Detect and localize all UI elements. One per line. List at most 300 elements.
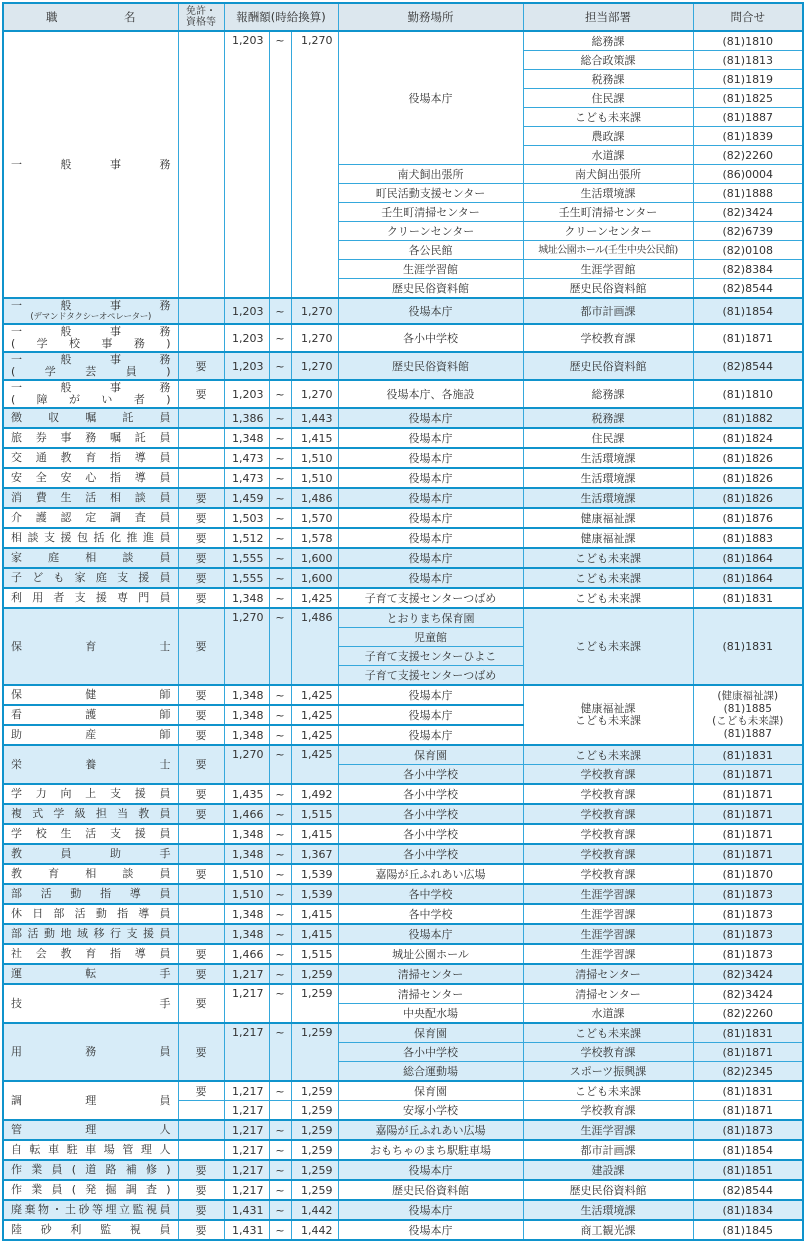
tel-cell: (82)3424 <box>693 203 803 222</box>
place-cell: 各小中学校 <box>338 324 523 352</box>
dept-cell: 生活環境課 <box>523 448 693 468</box>
pay-tilde-cell: ~ <box>269 884 291 904</box>
job-name-line: 作業員(道路補修) <box>11 1163 171 1176</box>
dept-cell: 生涯学習課 <box>523 1120 693 1140</box>
place-cell: 役場本庁 <box>338 568 523 588</box>
pay-tilde-cell: ~ <box>269 568 291 588</box>
pay-low-cell: 1,203 <box>224 352 269 380</box>
job-name-line: 部活動指導員 <box>11 887 171 900</box>
pay-high-cell: 1,259 <box>291 964 338 984</box>
job-name-cell <box>3 508 178 528</box>
tel-cell: (82)0108 <box>693 241 803 260</box>
dept-cell: 学校教育課 <box>523 824 693 844</box>
job-name-cell <box>3 824 178 844</box>
job-name-line: 家庭相談員 <box>11 551 171 564</box>
pay-high-cell: 1,510 <box>291 468 338 488</box>
license-cell: 要 <box>178 944 224 964</box>
tel-cell: (81)1819 <box>693 70 803 89</box>
pay-high-cell: 1,415 <box>291 924 338 944</box>
dept-cell: 学校教育課 <box>523 324 693 352</box>
pay-high-cell: 1,425 <box>291 745 338 784</box>
job-name-cell <box>3 352 178 380</box>
job-name-line: 徴収嘱託員 <box>11 411 171 424</box>
license-cell: 要 <box>178 725 224 745</box>
table-row <box>3 468 803 488</box>
job-name-line: 学校生活支援員 <box>11 827 171 840</box>
pay-tilde-cell: ~ <box>269 1023 291 1081</box>
job-name-cell <box>3 548 178 568</box>
pay-high-cell: 1,270 <box>291 298 338 324</box>
license-cell <box>178 1140 224 1160</box>
pay-low-cell: 1,348 <box>224 588 269 608</box>
place-cell: 役場本庁 <box>338 1160 523 1180</box>
job-name-line: 教育相談員 <box>11 867 171 880</box>
table-row <box>3 428 803 448</box>
dept-cell: こども未来課 <box>523 608 693 685</box>
pay-tilde-cell: ~ <box>269 352 291 380</box>
job-name-cell <box>3 804 178 824</box>
dept-cell: 歴史民俗資料館 <box>523 279 693 299</box>
dept-cell: 水道課 <box>523 146 693 165</box>
pay-tilde-cell: ~ <box>269 725 291 745</box>
job-name-cell <box>3 864 178 884</box>
license-cell: 要 <box>178 528 224 548</box>
pay-tilde-cell: ~ <box>269 408 291 428</box>
pay-tilde-cell: ~ <box>269 804 291 824</box>
dept-cell: 生涯学習課 <box>523 944 693 964</box>
job-name-line: 交通教育指導員 <box>11 451 171 464</box>
pay-tilde-cell: ~ <box>269 784 291 804</box>
job-name-line: 一般事務 <box>11 381 171 394</box>
job-name-cell <box>3 1160 178 1180</box>
pay-low-cell: 1,435 <box>224 784 269 804</box>
header-department: 担当部署 <box>523 3 693 31</box>
job-name-cell <box>3 1220 178 1240</box>
place-cell: 役場本庁 <box>338 705 523 725</box>
tel-cell: (82)2345 <box>693 1062 803 1082</box>
tel-cell: (81)1831 <box>693 608 803 685</box>
pay-low-cell: 1,203 <box>224 380 269 408</box>
job-name-cell <box>3 1200 178 1220</box>
pay-high-cell: 1,510 <box>291 448 338 468</box>
pay-high-cell: 1,539 <box>291 864 338 884</box>
license-cell: 要 <box>178 608 224 685</box>
table-row <box>3 608 803 628</box>
dept-cell: 総務課 <box>523 31 693 51</box>
tel-cell: (82)8544 <box>693 352 803 380</box>
pay-low-cell: 1,217 <box>224 1180 269 1200</box>
dept-cell: 住民課 <box>523 428 693 448</box>
license-cell <box>178 884 224 904</box>
tel-cell: (81)1831 <box>693 588 803 608</box>
license-cell <box>178 924 224 944</box>
pay-tilde-cell: ~ <box>269 705 291 725</box>
tel-cell: (81)1810 <box>693 31 803 51</box>
dept-cell: 生涯学習課 <box>523 924 693 944</box>
license-cell: 要 <box>178 352 224 380</box>
pay-low-cell: 1,466 <box>224 944 269 964</box>
job-name-cell <box>3 31 178 298</box>
place-cell: 保育園 <box>338 1081 523 1101</box>
job-name-cell <box>3 568 178 588</box>
license-cell <box>178 324 224 352</box>
pay-tilde-cell: ~ <box>269 1180 291 1200</box>
table-row <box>3 924 803 944</box>
table-row <box>3 488 803 508</box>
place-cell: 役場本庁 <box>338 408 523 428</box>
pay-high-cell: 1,270 <box>291 324 338 352</box>
pay-high-cell: 1,415 <box>291 904 338 924</box>
place-cell: 中央配水場 <box>338 1004 523 1024</box>
job-name-line: 旅券事務嘱託員 <box>11 431 171 444</box>
job-name-cell <box>3 984 178 1023</box>
table-row <box>3 508 803 528</box>
job-name-cell <box>3 685 178 705</box>
job-name-cell <box>3 1120 178 1140</box>
table-row <box>3 844 803 864</box>
tel-cell: (82)2260 <box>693 1004 803 1024</box>
license-cell: 要 <box>178 1160 224 1180</box>
license-cell <box>178 31 224 298</box>
table-row <box>3 1220 803 1240</box>
tel-cell: (82)3424 <box>693 964 803 984</box>
pay-low-cell: 1,512 <box>224 528 269 548</box>
table-header <box>3 3 803 31</box>
dept-cell: 清掃センター <box>523 984 693 1004</box>
job-name-line: 一般事務 <box>11 157 171 171</box>
table-body <box>3 31 803 1240</box>
license-cell <box>178 408 224 428</box>
job-name-cell <box>3 725 178 745</box>
pay-low-cell: 1,203 <box>224 324 269 352</box>
dept-cell: 健康福祉課 <box>523 528 693 548</box>
job-name-cell <box>3 844 178 864</box>
pay-high-cell: 1,600 <box>291 548 338 568</box>
license-cell: 要 <box>178 864 224 884</box>
tel-cell: (81)1831 <box>693 745 803 765</box>
place-cell: 役場本庁 <box>338 1200 523 1220</box>
pay-low-cell: 1,217 <box>224 1081 269 1101</box>
job-name-line: 複式学級担当教員 <box>11 807 171 820</box>
license-cell: 要 <box>178 588 224 608</box>
dept-cell: 学校教育課 <box>523 784 693 804</box>
pay-low-cell: 1,473 <box>224 448 269 468</box>
license-cell: 要 <box>178 1220 224 1240</box>
pay-low-cell: 1,510 <box>224 884 269 904</box>
license-cell: 要 <box>178 964 224 984</box>
tel-cell: (81)1834 <box>693 1200 803 1220</box>
place-cell: 各中学校 <box>338 904 523 924</box>
license-cell <box>178 428 224 448</box>
license-cell <box>178 468 224 488</box>
place-cell: 各小中学校 <box>338 784 523 804</box>
job-name-cell <box>3 944 178 964</box>
tel-cell: (81)1864 <box>693 568 803 588</box>
job-name-line: 介護認定調査員 <box>11 511 171 524</box>
pay-high-cell: 1,443 <box>291 408 338 428</box>
tel-cell: (81)1864 <box>693 548 803 568</box>
place-cell: 役場本庁 <box>338 528 523 548</box>
pay-tilde-cell: ~ <box>269 324 291 352</box>
place-cell: 保育園 <box>338 745 523 765</box>
pay-low-cell: 1,431 <box>224 1200 269 1220</box>
dept-cell: こども未来課 <box>523 1081 693 1101</box>
license-cell: 要 <box>178 1081 224 1101</box>
pay-low-cell: 1,348 <box>224 685 269 705</box>
job-name-line: (障がい者) <box>11 393 171 406</box>
job-name-cell <box>3 468 178 488</box>
job-name-line: 栄養士 <box>11 757 171 771</box>
pay-low-cell: 1,348 <box>224 428 269 448</box>
dept-cell: 都市計画課 <box>523 298 693 324</box>
tel-cell: (81)1888 <box>693 184 803 203</box>
tel-cell: (81)1873 <box>693 944 803 964</box>
job-name-cell <box>3 1023 178 1081</box>
pay-tilde-cell: ~ <box>269 864 291 884</box>
tel-cell: (81)1873 <box>693 904 803 924</box>
dept-cell: こども未来課 <box>523 1023 693 1043</box>
pay-high-cell: 1,259 <box>291 1101 338 1121</box>
pay-low-cell: 1,270 <box>224 745 269 784</box>
pay-tilde-cell: ~ <box>269 944 291 964</box>
pay-low-cell: 1,386 <box>224 408 269 428</box>
dept-cell: 水道課 <box>523 1004 693 1024</box>
dept-cell: 学校教育課 <box>523 804 693 824</box>
tel-cell: (81)1871 <box>693 1043 803 1062</box>
place-cell: 役場本庁 <box>338 548 523 568</box>
pay-high-cell: 1,600 <box>291 568 338 588</box>
place-cell: 嘉陽が丘ふれあい広場 <box>338 864 523 884</box>
dept-cell: 生活環境課 <box>523 1200 693 1220</box>
dept-cell: 商工観光課 <box>523 1220 693 1240</box>
pay-tilde-cell: ~ <box>269 508 291 528</box>
job-name-line: 部活動地域移行支援員 <box>11 927 171 940</box>
dept-cell: 清掃センター <box>523 964 693 984</box>
dept-cell: 都市計画課 <box>523 1140 693 1160</box>
table-row <box>3 804 803 824</box>
table-row <box>3 1160 803 1180</box>
pay-high-cell: 1,270 <box>291 352 338 380</box>
pay-tilde-cell: ~ <box>269 298 291 324</box>
tel-cell: (81)1873 <box>693 924 803 944</box>
job-name-cell <box>3 488 178 508</box>
pay-low-cell: 1,217 <box>224 1101 269 1121</box>
pay-high-cell: 1,259 <box>291 1180 338 1200</box>
header-job-name <box>3 3 178 31</box>
pay-high-cell: 1,442 <box>291 1200 338 1220</box>
job-name-line: 技手 <box>11 996 171 1010</box>
pay-tilde-cell: ~ <box>269 428 291 448</box>
job-name-cell <box>3 705 178 725</box>
job-name-cell <box>3 1180 178 1200</box>
place-cell: 役場本庁 <box>338 31 523 165</box>
license-cell: 要 <box>178 685 224 705</box>
pay-high-cell: 1,442 <box>291 1220 338 1240</box>
place-cell: 歴史民俗資料館 <box>338 1180 523 1200</box>
pay-high-cell: 1,259 <box>291 1023 338 1081</box>
tel-cell: (81)1882 <box>693 408 803 428</box>
place-cell: 子育て支援センターひよこ <box>338 647 523 666</box>
job-name-cell <box>3 298 178 324</box>
job-name-line: 一般事務 <box>11 353 171 366</box>
table-row <box>3 380 803 408</box>
job-name-line: (学校事務) <box>11 337 171 350</box>
license-cell <box>178 824 224 844</box>
tel-cell: (81)1883 <box>693 528 803 548</box>
place-cell: 役場本庁 <box>338 725 523 745</box>
tel-cell: (81)1810 <box>693 380 803 408</box>
dept-cell: 学校教育課 <box>523 1101 693 1121</box>
header-license: 免許・ 資格等 <box>178 3 224 31</box>
table-row <box>3 984 803 1004</box>
tel-cell: (81)1854 <box>693 298 803 324</box>
pay-tilde-cell: ~ <box>269 1081 291 1101</box>
tel-cell: (81)1887 <box>693 108 803 127</box>
place-cell: 総合運動場 <box>338 1062 523 1082</box>
table-row <box>3 448 803 468</box>
place-cell: 歴史民俗資料館 <box>338 279 523 299</box>
table-row <box>3 548 803 568</box>
job-name-line: 安全安心指導員 <box>11 471 171 484</box>
job-name-line: 作業員(発掘調査) <box>11 1183 171 1196</box>
tel-cell: (81)1854 <box>693 1140 803 1160</box>
place-cell: とおりまち保育園 <box>338 608 523 628</box>
place-cell: 各小中学校 <box>338 1043 523 1062</box>
tel-cell: (81)1873 <box>693 884 803 904</box>
job-name-line: 管理人 <box>11 1123 171 1136</box>
tel-cell: (81)1824 <box>693 428 803 448</box>
license-cell <box>178 1101 224 1121</box>
license-cell <box>178 1120 224 1140</box>
tel-cell: (81)1871 <box>693 804 803 824</box>
job-name-line: 子ども家庭支援員 <box>11 571 171 584</box>
dept-cell: 歴史民俗資料館 <box>523 352 693 380</box>
job-name-cell <box>3 904 178 924</box>
pay-high-cell: 1,570 <box>291 508 338 528</box>
job-name-line: 消費生活相談員 <box>11 491 171 504</box>
pay-high-cell: 1,259 <box>291 1120 338 1140</box>
job-name-line: (デマンドタクシーオペレーター) <box>30 312 152 322</box>
pay-tilde-cell: ~ <box>269 904 291 924</box>
job-name-cell <box>3 588 178 608</box>
dept-cell: 生活環境課 <box>523 468 693 488</box>
job-name-cell <box>3 380 178 408</box>
license-cell: 要 <box>178 1180 224 1200</box>
job-name-line: 運転手 <box>11 967 171 980</box>
header-job-name-label: 職名 <box>46 10 136 24</box>
tel-cell: (81)1871 <box>693 765 803 785</box>
pay-low-cell: 1,503 <box>224 508 269 528</box>
table-row <box>3 1200 803 1220</box>
tel-cell: (81)1870 <box>693 864 803 884</box>
dept-cell: 健康福祉課 <box>523 508 693 528</box>
table-row <box>3 884 803 904</box>
pay-low-cell: 1,348 <box>224 904 269 924</box>
job-name-cell <box>3 1140 178 1160</box>
tel-cell: (81)1826 <box>693 468 803 488</box>
table-row <box>3 1180 803 1200</box>
pay-tilde-cell: ~ <box>269 844 291 864</box>
license-cell: 要 <box>178 568 224 588</box>
dept-cell: 学校教育課 <box>523 844 693 864</box>
job-name-cell <box>3 964 178 984</box>
pay-tilde-cell: ~ <box>269 745 291 784</box>
dept-cell: こども未来課 <box>523 108 693 127</box>
job-name-cell <box>3 528 178 548</box>
place-cell: 嘉陽が丘ふれあい広場 <box>338 1120 523 1140</box>
tel-cell: (82)8544 <box>693 279 803 299</box>
dept-cell: こども未来課 <box>523 548 693 568</box>
table-row <box>3 745 803 765</box>
dept-cell: 生涯学習課 <box>523 884 693 904</box>
place-cell: 各小中学校 <box>338 804 523 824</box>
dept-cell: 総務課 <box>523 380 693 408</box>
license-cell: 要 <box>178 984 224 1023</box>
pay-tilde-cell: ~ <box>269 1220 291 1240</box>
pay-low-cell: 1,217 <box>224 1160 269 1180</box>
license-cell: 要 <box>178 1200 224 1220</box>
table-row <box>3 964 803 984</box>
place-cell: 子育て支援センターつばめ <box>338 588 523 608</box>
job-name-line: 休日部活動指導員 <box>11 907 171 920</box>
pay-low-cell: 1,473 <box>224 468 269 488</box>
pay-tilde-cell: ~ <box>269 1120 291 1140</box>
place-cell: 清掃センター <box>338 964 523 984</box>
pay-high-cell: 1,270 <box>291 31 338 298</box>
place-cell: 役場本庁 <box>338 448 523 468</box>
table-row <box>3 568 803 588</box>
place-cell: 保育園 <box>338 1023 523 1043</box>
place-cell: 各小中学校 <box>338 824 523 844</box>
table-row <box>3 528 803 548</box>
job-name-line: (学芸員) <box>11 365 171 378</box>
job-name-cell <box>3 408 178 428</box>
tel-cell: (82)3424 <box>693 984 803 1004</box>
tel-cell: (81)1871 <box>693 324 803 352</box>
place-cell: 役場本庁 <box>338 685 523 705</box>
tel-cell: (81)1831 <box>693 1023 803 1043</box>
tel-cell: (82)8384 <box>693 260 803 279</box>
dept-cell: 税務課 <box>523 70 693 89</box>
job-name-line: 相談支援包括化推進員 <box>11 531 171 544</box>
pay-tilde-cell: ~ <box>269 824 291 844</box>
pay-high-cell: 1,486 <box>291 488 338 508</box>
table-row <box>3 824 803 844</box>
tel-cell: (81)1871 <box>693 1101 803 1121</box>
pay-low-cell: 1,348 <box>224 824 269 844</box>
job-name-cell <box>3 448 178 468</box>
dept-cell: 建設課 <box>523 1160 693 1180</box>
license-cell: 要 <box>178 488 224 508</box>
pay-tilde-cell: ~ <box>269 608 291 685</box>
place-cell: 役場本庁 <box>338 508 523 528</box>
pay-low-cell: 1,270 <box>224 608 269 685</box>
tel-cell: (81)1826 <box>693 488 803 508</box>
pay-tilde-cell: ~ <box>269 685 291 705</box>
dept-cell: 生活環境課 <box>523 488 693 508</box>
job-name-line: 一般事務 <box>11 299 171 312</box>
dept-cell: こども未来課 <box>523 588 693 608</box>
dept-cell: 歴史民俗資料館 <box>523 1180 693 1200</box>
pay-tilde-cell: ~ <box>269 448 291 468</box>
license-cell: 要 <box>178 804 224 824</box>
job-name-cell <box>3 428 178 448</box>
table-row <box>3 864 803 884</box>
pay-low-cell: 1,217 <box>224 1140 269 1160</box>
tel-cell: (81)1839 <box>693 127 803 146</box>
table-row <box>3 685 803 705</box>
place-cell: 役場本庁 <box>338 1220 523 1240</box>
